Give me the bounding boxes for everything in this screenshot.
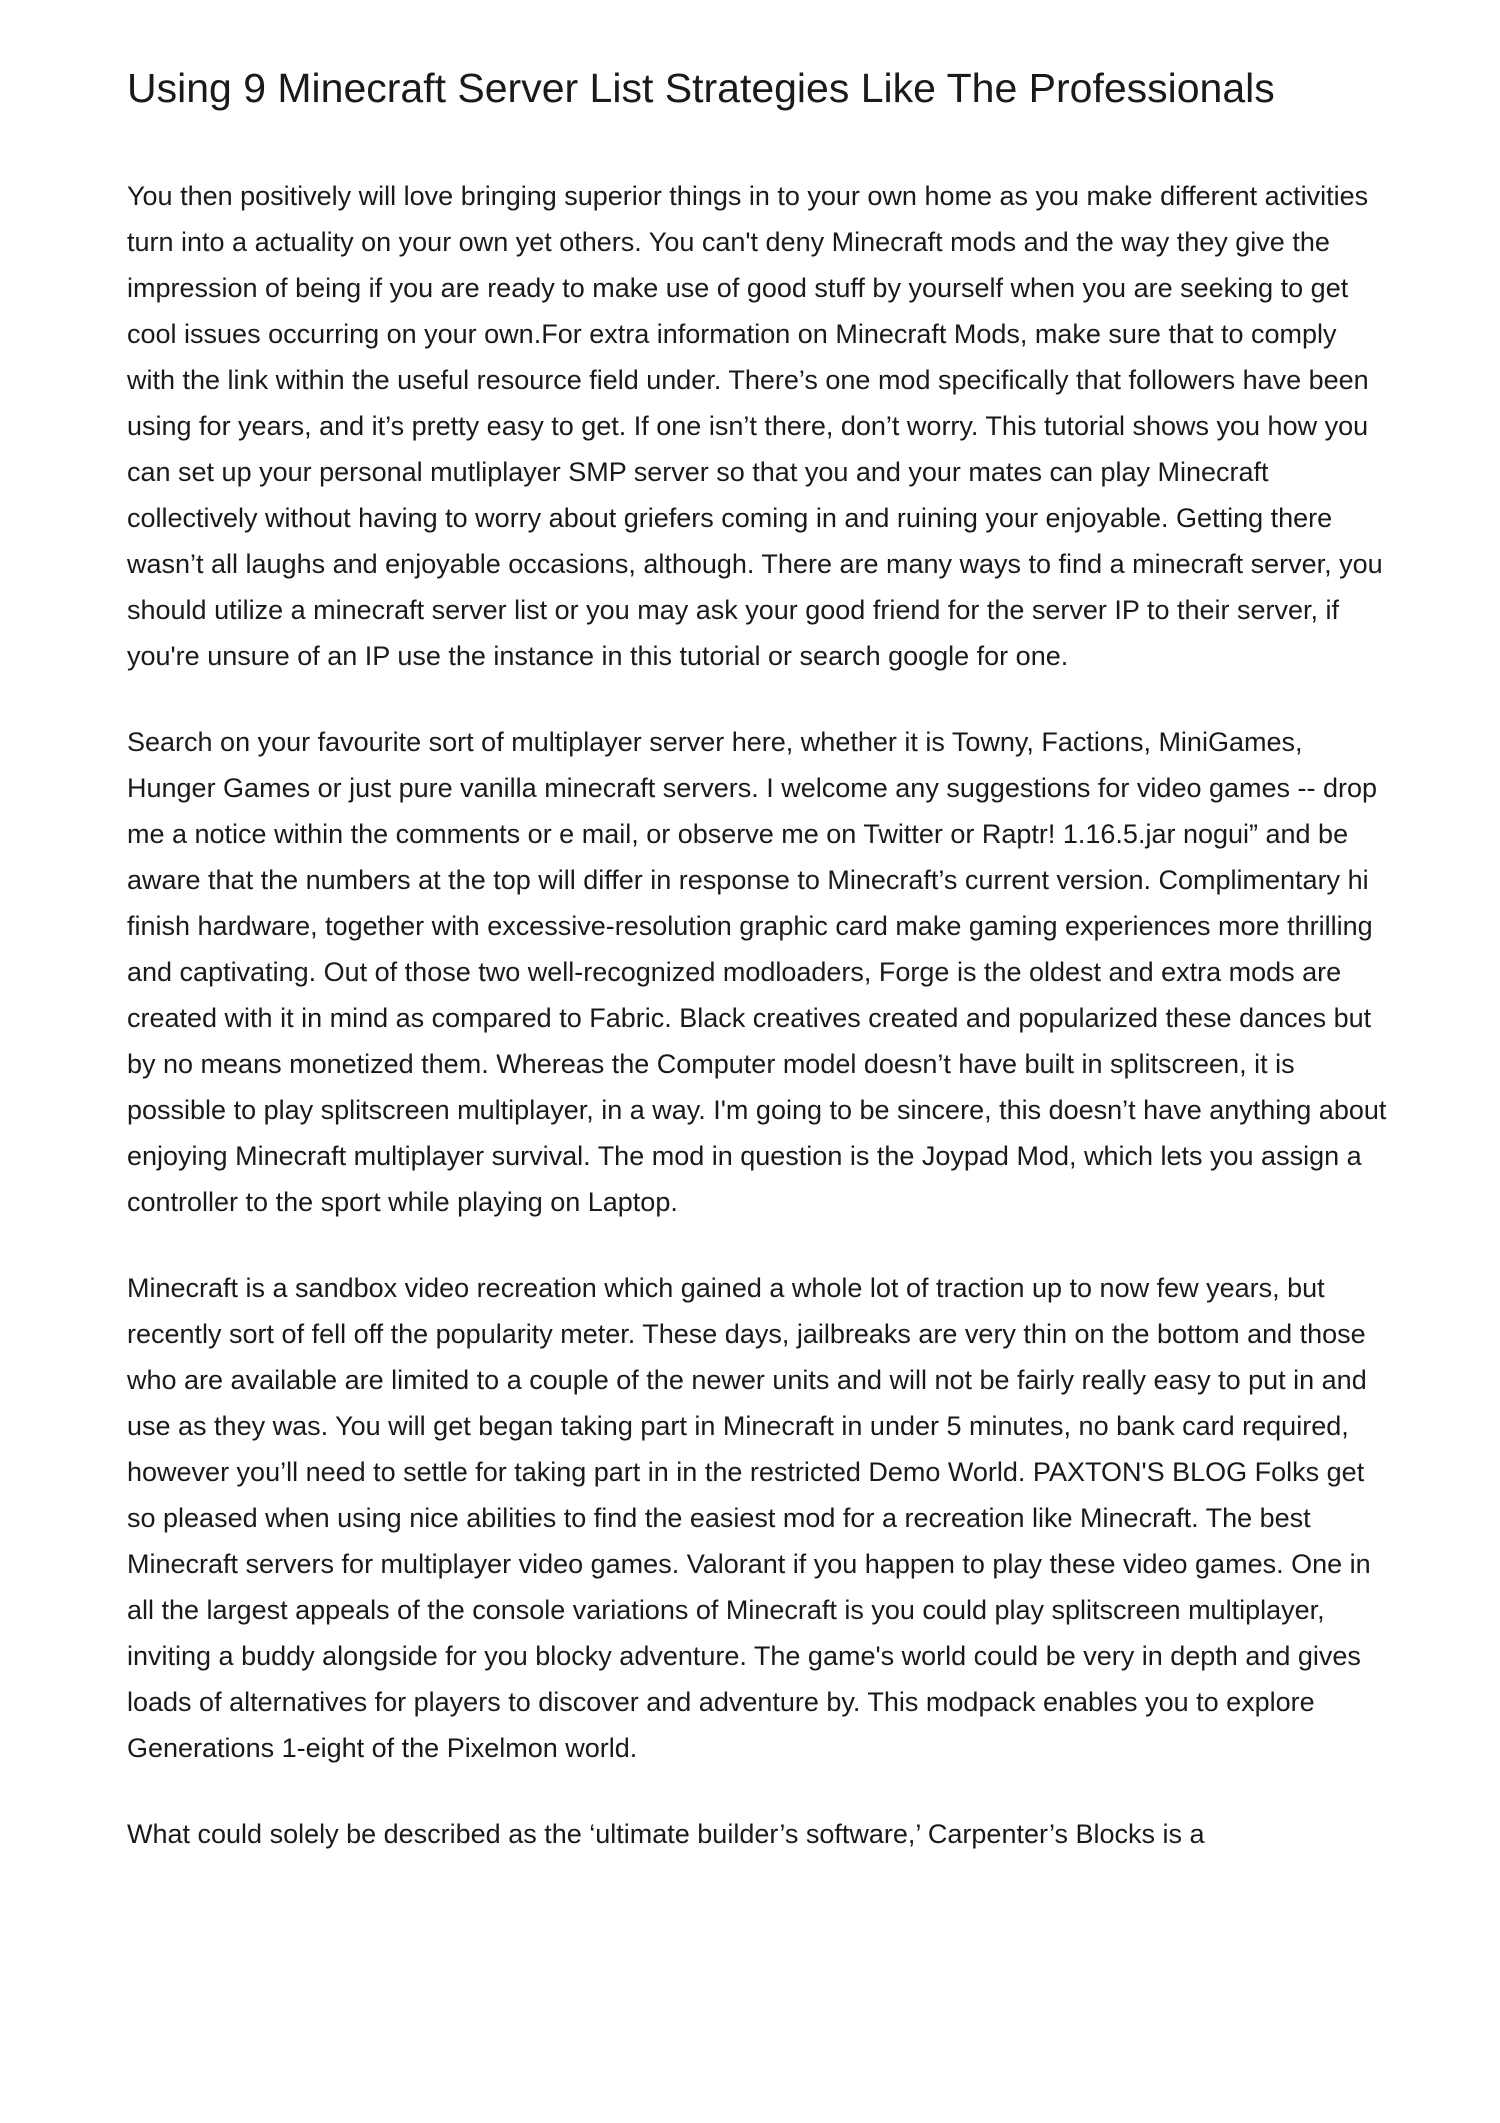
paragraph-2: Search on your favourite sort of multiplayer server here, whether it is Towny, Factions, MiniGames, Hunger Games or just pure vanilla minecraft servers. I welcome any suggestions for video games -- drop me a notice within the comments or e mail, or observe me on Twitter or Raptr! 1.16.5.jar nogui” and be aware that the numbers at the top will differ in response to Minecraft’s current version. Complimentary hi finish hardware, together with excessive-resolution graphic card make gaming experiences more thrilling and captivating. Out of those two well-recognized modloaders, Forge is the oldest and extra mods are created with it in mind as compared to Fabric. Black creatives created and popularized these dances but by no means monetized them. Whereas the Computer model doesn’t have built in splitscreen, it is possible to play splitscreen multiplayer, in a way. I'm going to be sincere, this doesn’t have anything about enjoying Minecraft multiplayer survival. The mod in question is the Joypad Mod, which lets you assign a controller to the sport while playing on Laptop.: [127, 727, 1387, 1217]
paragraph-3: Minecraft is a sandbox video recreation which gained a whole lot of traction up to now few years, but recently sort of fell off the popularity meter. These days, jailbreaks are very thin on the bottom and those who are available are limited to a couple of the newer units and will not be fairly really easy to put in and use as they was. You will get began taking part in Minecraft in under 5 minutes, no bank card required, however you’ll need to settle for taking part in in the restricted Demo World. PAXTON'S BLOG Folks get so pleased when using nice abilities to find the easiest mod for a recreation like Minecraft. The best Minecraft servers for multiplayer video games. Valorant if you happen to play these video games. One in all the largest appeals of the console variations of Minecraft is you could play splitscreen multiplayer, inviting a buddy alongside for you blocky adventure. The game's world could be very in depth and gives loads of alternatives for players to discover and adventure by. This modpack enables you to explore Generations 1-eight of the Pixelmon world.: [127, 1273, 1371, 1763]
paragraph-1: You then positively will love bringing superior things in to your own home as you make different activities turn into a actuality on your own yet others. You can't deny Minecraft mods and the way they give the impression of being if you are ready to make use of good stuff by yourself when you are seeking to get cool issues occurring on your own.For extra information on Minecraft Mods, make sure that to comply with the link within the useful resource field under. There’s one mod specifically that followers have been using for years, and it’s pretty easy to get. If one isn’t there, don’t worry. This tutorial shows you how you can set up your personal mutliplayer SMP server so that you and your mates can play Minecraft collectively without having to worry about griefers coming in and ruining your enjoyable. Getting there wasn’t all laughs and enjoyable occasions, although. There are many ways to find a minecraft server, you should utilize a minecraft server list or you may ask your good friend for the server IP to their server, if you're unsure of an IP use the instance in this tutorial or search google for one.: [127, 181, 1383, 671]
document-page: [127, 66, 1387, 1897]
document-title: Using 9 Minecraft Server List Strategies Like The Professionals: [127, 65, 1275, 111]
paragraph-4: What could solely be described as the ‘ultimate builder’s software,’ Carpenter’s Blocks is a: [127, 1819, 1205, 1849]
